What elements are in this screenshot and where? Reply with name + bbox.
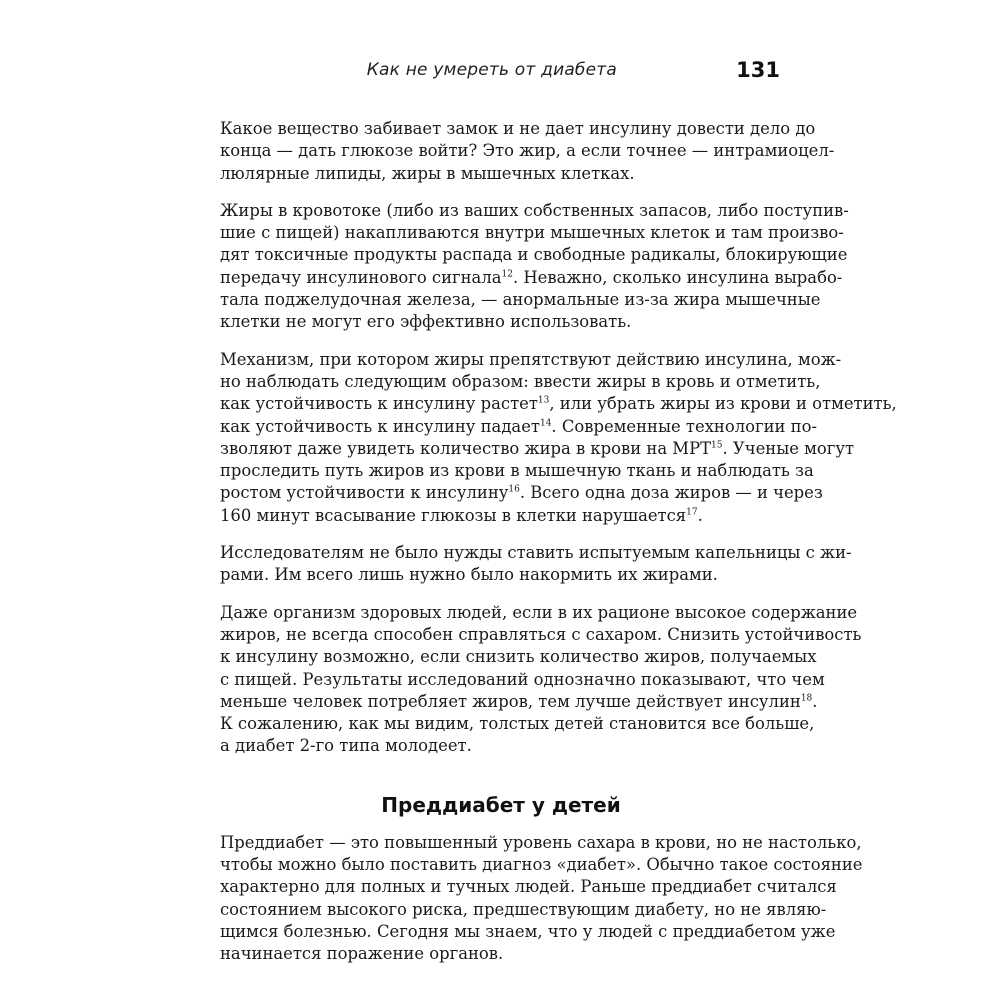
footnote-ref: 16 [508, 484, 520, 495]
text-line: характерно для полных и тучных людей. Раньше преддиабет считался [220, 877, 837, 897]
paragraph-5 [220, 602, 862, 758]
text-line: 160 минут всасывание глюкозы в клетки нарушается$^{17}$. [220, 505, 703, 525]
text-line: жиров, не всегда способен справляться с сахаром. Снизить устойчивость [220, 624, 862, 644]
paragraph-4 [220, 542, 852, 587]
text-line: клетки не могут его эффективно использовать. [220, 312, 632, 332]
text-line: Исследователям не было нужды ставить испытуемым капельницы с жи- [220, 543, 852, 563]
text-line: зволяют даже увидеть количество жира в крови на МРТ$^{15}$. Ученые могут [220, 438, 855, 458]
text-line: к инсулину возможно, если снизить количество жиров, получаемых [220, 647, 817, 667]
text-line: передачу инсулинового сигнала$^{12}$. Неважно, сколько инсулина вырабо- [220, 267, 843, 287]
text-line: меньше человек потребляет жиров, тем лучше действует инсулин$^{18}$. [220, 691, 818, 711]
footnote-ref: 14 [539, 418, 552, 429]
text-line: Какое вещество забивает замок и не дает инсулину довести дело до [220, 119, 816, 138]
text-line: Механизм, при котором жиры препятствуют действию инсулина, мож- [220, 349, 842, 369]
text-line: шие с пищей) накапливаются внутри мышечных клеток и там произво- [220, 223, 844, 243]
text-line: чтобы можно было поставить диагноз «диабет». Обычно такое состояние [220, 855, 863, 875]
text-line: щимся болезнью. Сегодня мы знаем, что у людей с преддиабетом уже [220, 921, 836, 941]
paragraph-2 [220, 200, 849, 334]
page-number: 131 [736, 58, 780, 82]
paragraph-1 [220, 118, 835, 185]
paragraph-3 [220, 349, 897, 527]
text-line: К сожалению, как мы видим, толстых детей становится все больше, [220, 714, 815, 734]
text-line: дят токсичные продукты распада и свободные радикалы, блокирующие [220, 245, 848, 265]
text-line: как устойчивость к инсулину падает$^{14}$. Современные технологии по- [220, 416, 817, 436]
text-line: но наблюдать следующим образом: ввести жиры в кровь и отметить, [220, 371, 821, 391]
running-title: Как не умереть от диабета [366, 60, 617, 80]
footnote-ref: 12 [501, 269, 513, 280]
body-text [220, 118, 897, 966]
footnote-ref: 15 [711, 440, 723, 451]
text-line: а диабет 2-го типа молодеет. [220, 736, 472, 756]
text-line: Жиры в кровотоке (либо из ваших собственных запасов, либо поступив- [220, 200, 849, 220]
text-line: с пищей. Результаты исследований однозначно показывают, что чем [220, 669, 825, 689]
footnote-ref: 18 [800, 693, 813, 704]
footnote-ref: 17 [686, 507, 698, 518]
text-line: рами. Им всего лишь нужно было накормить их жирами. [220, 565, 718, 585]
section-heading: Преддиабет у детей [381, 792, 621, 817]
text-line: конца — дать глюкозе войти? Это жир, а если точнее — интрамиоцел- [220, 141, 835, 161]
text-line: тала поджелудочная железа, — анормальные из-за жира мышечные [220, 290, 821, 310]
text-line: ростом устойчивости к инсулину$^{16}$. Всего одна доза жиров — и через [220, 483, 823, 503]
running-header [220, 58, 782, 88]
text-line: Преддиабет — это повышенный уровень сахара в крови, но не настолько, [220, 832, 862, 852]
text-line: начинается поражение органов. [220, 944, 504, 964]
text-line: состоянием высокого риска, предшествующим диабету, но не являю- [220, 899, 827, 919]
text-line: люлярные липиды, жиры в мышечных клетках. [220, 163, 635, 183]
section-paragraph-1 [220, 832, 863, 966]
text-line: Даже организм здоровых людей, если в их рационе высокое содержание [220, 602, 858, 622]
footnote-ref: 13 [537, 395, 550, 406]
text-line: проследить путь жиров из крови в мышечную ткань и наблюдать за [220, 461, 814, 481]
text-line: как устойчивость к инсулину растет$^{13}$, или убрать жиры из крови и отметить, [220, 394, 897, 414]
